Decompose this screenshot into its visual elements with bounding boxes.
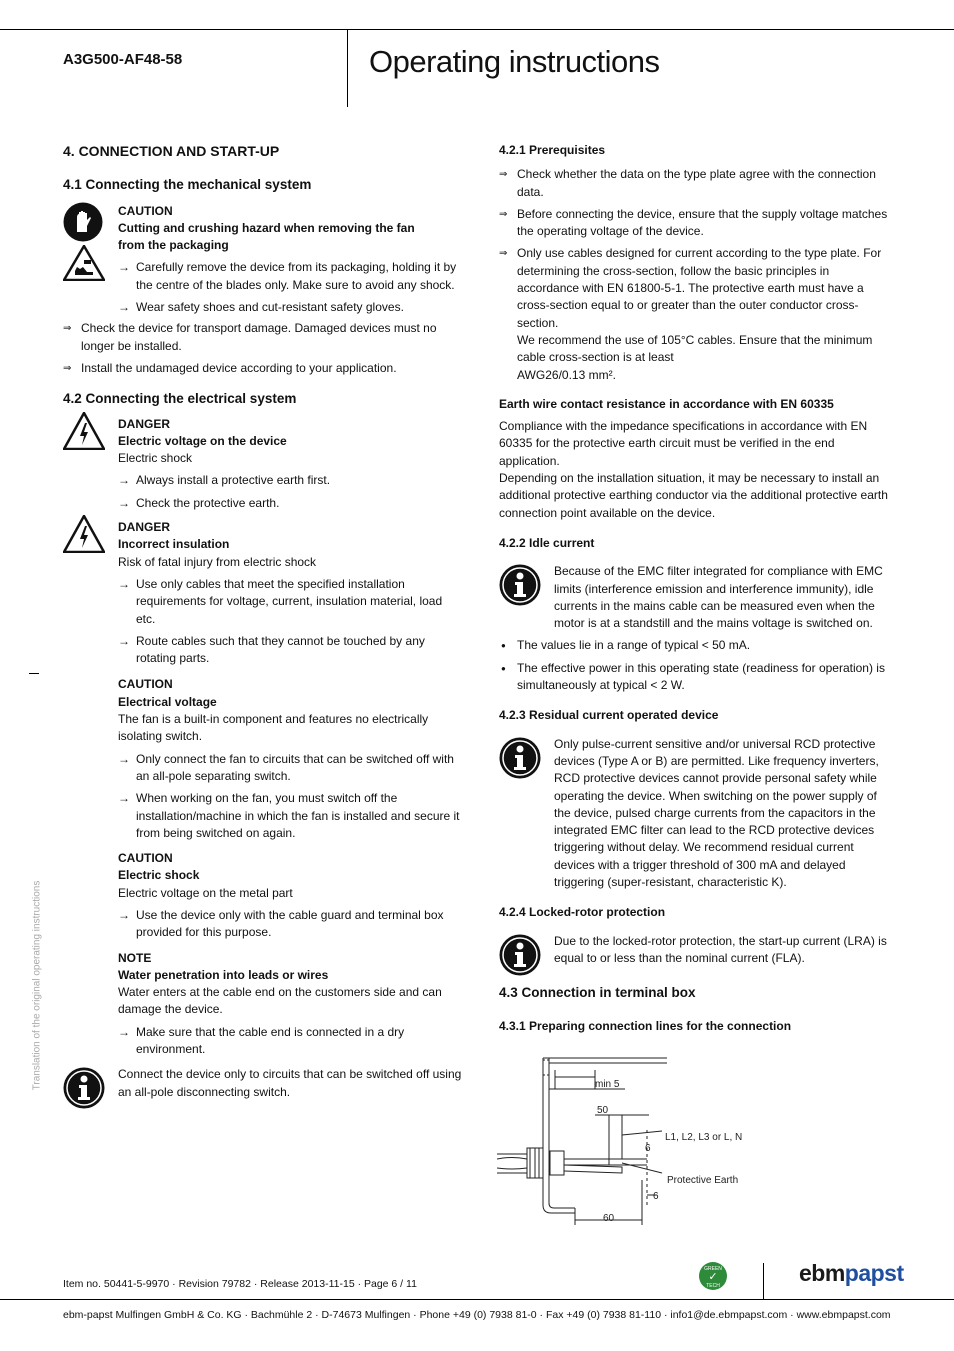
caution-text: Electric voltage on the metal part xyxy=(118,885,293,900)
info-text: Because of the EMC filter integrated for compliance with EMC limits (interference emission and interference immunity), idle currents in the mains cable can be measured even when the motor is at a standstill and the mains voltage is switched on. xyxy=(554,564,883,631)
high-voltage-icon xyxy=(63,515,105,558)
footer-rule xyxy=(0,1299,954,1300)
cable-preparation-diagram xyxy=(497,1055,757,1230)
list-item: ⇒ Check the device for transport damage. Damaged devices must no longer be installed. xyxy=(63,321,437,353)
label-protective-earth: Protective Earth xyxy=(667,1175,739,1186)
earth-wire-text: Depending on the installation situation, it may be necessary to install an additional protective earthing conductor via the additional protective earth connection point available on the device. xyxy=(499,471,888,520)
logo-part-papst: papst xyxy=(844,1260,904,1286)
heading-4-2-3: 4.2.3 Residual current operated device xyxy=(499,708,719,723)
info-icon xyxy=(499,564,541,611)
heading-4-3: 4.3 Connection in terminal box xyxy=(499,985,696,1001)
section-title: 4. CONNECTION AND START-UP xyxy=(63,143,280,159)
dim-60: 60 xyxy=(603,1213,615,1224)
list-item: ⇒ Only use cables designed for current according to the type plate. For determining the cross-section, follow the basic principles in accordance with EN 61800-5-1. The protective earth must have a cross-section equal to or greater than the outer conductor cross-section. We recommend the use of 105°C cables. Ensure that the minimum cable cross-section is at least AWG26/0.13 mm². xyxy=(499,245,889,383)
badge-text: GREEN xyxy=(704,1266,722,1272)
info-block-idle-current xyxy=(499,563,889,632)
checkmark-icon: ✓ xyxy=(708,1271,718,1283)
ebmpapst-logo xyxy=(799,1260,904,1287)
logo-part-ebm: ebm xyxy=(799,1260,845,1286)
heading-4-1: 4.1 Connecting the mechanical system xyxy=(63,177,312,193)
side-note: Translation of the original operating instructions xyxy=(31,880,43,1091)
list-item-text: Check whether the data on the type plate agree with the connection data. xyxy=(517,167,876,199)
danger-label: DANGER xyxy=(118,520,171,535)
info-block-rcd xyxy=(499,736,889,892)
dim-50: 50 xyxy=(597,1105,609,1116)
badge-text: TECH xyxy=(706,1283,720,1289)
earth-wire-text: Compliance with the impedance specifications in accordance with EN 60335 for the protective earth circuit must be verified in the end application. xyxy=(499,419,868,468)
danger-action: → Route cables such that they cannot be touched by any rotating parts. xyxy=(118,633,463,668)
caution-label: CAUTION xyxy=(118,851,173,866)
danger-action: → Check the protective earth. xyxy=(118,495,463,512)
caution-action: → Wear safety shoes and cut-resistant safety gloves. xyxy=(118,299,463,316)
info-icon xyxy=(499,737,541,784)
caution-action: → Use the device only with the cable guard and terminal box provided for this purpose. xyxy=(118,907,463,942)
info-text: Only pulse-current sensitive and/or universal RCD protective devices (Type A or B) are permitted. Like frequency inverters, RCD protective devices cannot provide personal safety while operating the device. When switching on the power supply of the device, pulsed charge currents from the capacitors in the integrated EMC filter can lead to the RCD protective devices triggering without delay. We recommend residual current devices with a trigger threshold of 300 mA and delayed triggering (super-resistant, characteristic K). xyxy=(554,736,879,889)
label-lines: L1, L2, L3 or L, N xyxy=(665,1132,743,1143)
high-voltage-icon xyxy=(63,412,105,455)
right-column xyxy=(499,142,889,1036)
header-divider xyxy=(347,29,348,107)
caution-heading: Electric shock xyxy=(118,868,200,883)
danger-block-voltage xyxy=(63,416,463,512)
green-tech-badge xyxy=(699,1262,727,1290)
caution-heading: Electrical voltage xyxy=(118,694,217,709)
danger-block-insulation xyxy=(63,519,463,1058)
product-code: A3G500-AF48-58 xyxy=(63,51,183,68)
caution-heading: Cutting and crushing hazard when removing the fan from the packaging xyxy=(118,220,415,253)
note-action: → Make sure that the cable end is connected in a dry environment. xyxy=(118,1024,463,1059)
note-text: Water enters at the cable end on the customers side and can damage the device. xyxy=(118,985,442,1017)
heading-4-2-2: 4.2.2 Idle current xyxy=(499,535,595,550)
caution-action: → When working on the fan, you must switch off the installation/machine in which the fan is installed and secure it from being switched on again. xyxy=(118,790,463,842)
danger-text: Electric shock xyxy=(118,451,193,466)
heading-4-2-4: 4.2.4 Locked-rotor protection xyxy=(499,905,666,920)
danger-heading: Electric voltage on the device xyxy=(118,433,287,448)
danger-action: → Use only cables that meet the specified installation requirements for voltage, current, insulation material, load etc. xyxy=(118,576,463,628)
gloves-icon xyxy=(63,202,103,247)
list-item-text: Only use cables designed for current according to the type plate. For determining the cross-section, follow the basic principles in accordance with EN 61800-5-1. The protective earth must have a cross-section equal to or greater than the outer conductor cross-section. xyxy=(517,246,882,330)
list-item-text: We recommend the use of 105°C cables. Ensure that the minimum cable cross-section is at least xyxy=(517,332,873,365)
danger-label: DANGER xyxy=(118,416,171,431)
danger-heading: Incorrect insulation xyxy=(118,537,230,552)
bullet-item: ● The values lie in a range of typical < 50 mA. xyxy=(499,637,889,654)
note-label: NOTE xyxy=(118,950,152,965)
caution-action: → Only connect the fan to circuits that can be switched off with an all-pole separating switch. xyxy=(118,751,463,786)
info-text: Due to the locked-rotor protection, the start-up current (LRA) is equal to or less than the nominal current (FLA). xyxy=(554,933,887,965)
info-block-switch xyxy=(63,1066,463,1101)
caution-block-mechanical xyxy=(63,203,463,317)
heading-4-3-1: 4.3.1 Preparing connection lines for the connection xyxy=(499,1019,792,1034)
document-info: Item no. 50441-5-9970 · Revision 79782 · Release 2013-11-15 · Page 6 / 11 xyxy=(63,1278,417,1290)
list-item: ⇒ Install the undamaged device according to your application. xyxy=(63,360,397,375)
note-heading: Water penetration into leads or wires xyxy=(118,967,329,982)
dim-min5: min 5 xyxy=(595,1079,620,1090)
list-item-text: AWG26/0.13 mm². xyxy=(517,367,616,382)
info-block-locked-rotor xyxy=(499,933,889,968)
company-address: ebm-papst Mulfingen GmbH & Co. KG · Bachmühle 2 · D-74673 Mulfingen · Phone +49 (0) 7938 81-0 · Fax +49 (0) 7938 81-110 · info1@de.ebmpapst.com · www.ebmpapst.com xyxy=(63,1309,891,1321)
list-item: ⇒ Check whether the data on the type plate agree with the connection data. xyxy=(499,167,876,199)
heading-4-2: 4.2 Connecting the electrical system xyxy=(63,391,297,407)
danger-text: Risk of fatal injury from electric shock xyxy=(118,554,317,569)
caution-text: The fan is a built-in component and features no electrically isolating switch. xyxy=(118,712,429,744)
list-item: ⇒ Before connecting the device, ensure that the supply voltage matches the operating voltage of the device. xyxy=(499,206,888,239)
caution-label: CAUTION xyxy=(118,203,173,218)
dim-6a: 6 xyxy=(645,1143,651,1154)
caution-action: → Carefully remove the device from its packaging, holding it by the centre of the blades only. Make sure to avoid any shock. xyxy=(118,259,463,294)
info-icon xyxy=(499,934,541,981)
dim-6b: 6 xyxy=(653,1191,659,1202)
info-icon xyxy=(63,1067,105,1114)
fold-mark xyxy=(29,673,39,674)
footer-divider xyxy=(763,1263,764,1299)
list-item-text: Check the device for transport damage. Damaged devices must no longer be installed. xyxy=(81,321,437,353)
caution-label: CAUTION xyxy=(118,677,173,692)
crushing-hazard-icon xyxy=(63,245,105,286)
heading-4-2-1: 4.2.1 Prerequisites xyxy=(499,143,606,157)
list-item-text: Install the undamaged device according to your application. xyxy=(81,360,397,375)
danger-action: → Always install a protective earth first. xyxy=(118,472,463,489)
list-item-text: Before connecting the device, ensure that the supply voltage matches the operating voltage of the device. xyxy=(517,206,888,239)
earth-wire-heading: Earth wire contact resistance in accordance with EN 60335 xyxy=(499,396,834,411)
header-top-rule xyxy=(0,29,954,30)
page-title: Operating instructions xyxy=(369,44,660,79)
left-column xyxy=(63,143,463,1101)
bullet-item: ● The effective power in this operating state (readiness for operation) is simultaneously at typical < 2 W. xyxy=(499,660,889,695)
info-text: Connect the device only to circuits that can be switched off using an all-pole disconnecting switch. xyxy=(118,1067,462,1099)
